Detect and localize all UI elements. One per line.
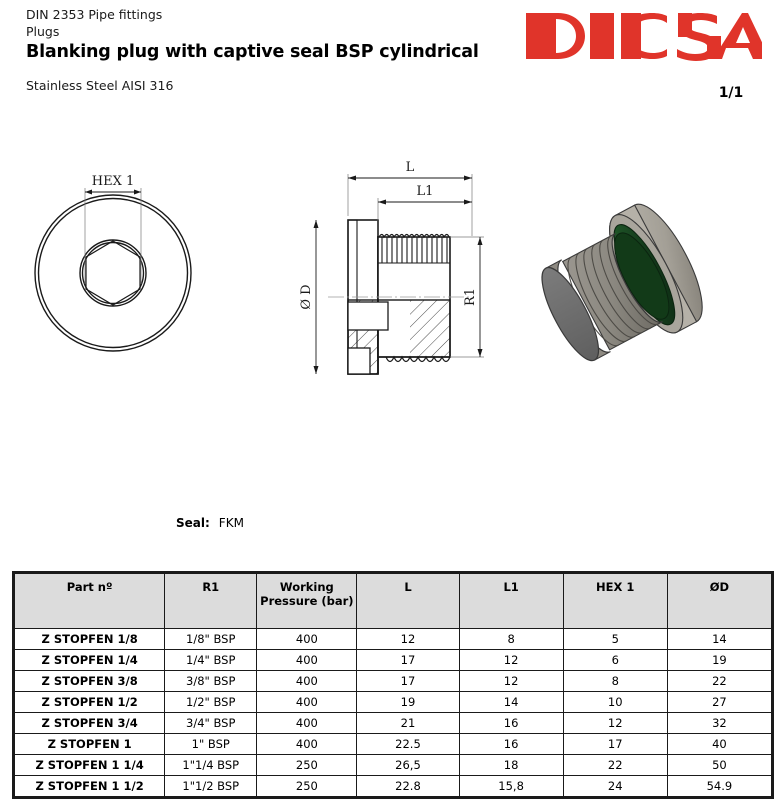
seal-note [176, 516, 244, 530]
table-row [15, 755, 772, 776]
cell-l: 21 [357, 713, 459, 734]
seal-value: FKM [218, 516, 244, 530]
table-row [15, 629, 772, 650]
cell-l1: 16 [459, 713, 563, 734]
cell-l: 22.5 [357, 734, 459, 755]
cell-pressure: 400 [257, 734, 357, 755]
cell-l: 17 [357, 650, 459, 671]
cell-pressure: 400 [257, 713, 357, 734]
l1-dimension-label: L1 [416, 184, 434, 199]
cell-pressure: 400 [257, 629, 357, 650]
cell-od: 19 [667, 650, 771, 671]
cell-od: 27 [667, 692, 771, 713]
cell-hex1: 12 [563, 713, 667, 734]
l-dimension-label: L [405, 160, 415, 175]
dicsa-logo [524, 10, 762, 62]
cell-r1: 1/8" BSP [165, 629, 257, 650]
cell-od: 40 [667, 734, 771, 755]
cell-l1: 18 [459, 755, 563, 776]
cell-l: 22.8 [357, 776, 459, 797]
cell-r1: 1"1/4 BSP [165, 755, 257, 776]
cell-part-no: Z STOPFEN 1 1/2 [15, 776, 165, 797]
standard-label: DIN 2353 Pipe fittings [26, 7, 163, 22]
table-row [15, 692, 772, 713]
cell-od: 50 [667, 755, 771, 776]
page-indicator: 1/1 [718, 85, 744, 101]
cell-r1: 3/8" BSP [165, 671, 257, 692]
cell-r1: 1" BSP [165, 734, 257, 755]
cell-part-no: Z STOPFEN 1 [15, 734, 165, 755]
hex1-dimension-label: HEX 1 [91, 174, 135, 189]
cell-l1: 16 [459, 734, 563, 755]
page-title: Blanking plug with captive seal BSP cylindrical [26, 42, 479, 62]
section-view-drawing [292, 152, 507, 392]
table-row [15, 776, 772, 797]
cell-part-no: Z STOPFEN 1 1/4 [15, 755, 165, 776]
cell-l: 12 [357, 629, 459, 650]
col-header-r1: R1 [165, 574, 257, 629]
col-header-l1: L1 [459, 574, 563, 629]
cell-l1: 8 [459, 629, 563, 650]
page-header [26, 6, 496, 94]
table-row [15, 650, 772, 671]
col-header-part-no: Part nº [15, 574, 165, 629]
col-header-l: L [357, 574, 459, 629]
table-row [15, 734, 772, 755]
cell-hex1: 22 [563, 755, 667, 776]
cell-hex1: 6 [563, 650, 667, 671]
cell-r1: 1"1/2 BSP [165, 776, 257, 797]
cell-part-no: Z STOPFEN 1/8 [15, 629, 165, 650]
od-dimension-label: Ø D [299, 284, 314, 310]
cell-l1: 12 [459, 650, 563, 671]
front-view-drawing [28, 158, 278, 378]
cell-pressure: 400 [257, 692, 357, 713]
cell-part-no: Z STOPFEN 3/4 [15, 713, 165, 734]
category-label: Plugs [26, 24, 60, 39]
cell-l1: 14 [459, 692, 563, 713]
cell-od: 32 [667, 713, 771, 734]
specifications-table-wrapper [12, 571, 774, 799]
cell-l1: 15,8 [459, 776, 563, 797]
cell-hex1: 5 [563, 629, 667, 650]
r1-dimension-label: R1 [463, 287, 478, 307]
cell-l: 17 [357, 671, 459, 692]
cell-l: 19 [357, 692, 459, 713]
cell-pressure: 250 [257, 755, 357, 776]
table-row [15, 671, 772, 692]
col-header-hex1: HEX 1 [563, 574, 667, 629]
cell-hex1: 24 [563, 776, 667, 797]
cell-r1: 3/4" BSP [165, 713, 257, 734]
cell-pressure: 400 [257, 650, 357, 671]
cell-hex1: 8 [563, 671, 667, 692]
cell-r1: 1/4" BSP [165, 650, 257, 671]
cell-pressure: 400 [257, 671, 357, 692]
col-header-od: ØD [667, 574, 771, 629]
table-header-row [15, 574, 772, 629]
specifications-table [14, 573, 772, 797]
table-row [15, 713, 772, 734]
cell-od: 14 [667, 629, 771, 650]
cell-r1: 1/2" BSP [165, 692, 257, 713]
cell-pressure: 250 [257, 776, 357, 797]
material-label: Stainless Steel AISI 316 [26, 78, 174, 93]
cell-od: 22 [667, 671, 771, 692]
cell-l: 26,5 [357, 755, 459, 776]
cell-hex1: 10 [563, 692, 667, 713]
table-body [15, 629, 772, 797]
cell-part-no: Z STOPFEN 1/4 [15, 650, 165, 671]
cell-part-no: Z STOPFEN 3/8 [15, 671, 165, 692]
iso-3d-render [528, 188, 723, 383]
cell-l1: 12 [459, 671, 563, 692]
cell-hex1: 17 [563, 734, 667, 755]
col-header-pressure: Working Pressure (bar) [257, 574, 357, 629]
cell-part-no: Z STOPFEN 1/2 [15, 692, 165, 713]
cell-od: 54.9 [667, 776, 771, 797]
seal-label: Seal: [176, 516, 210, 530]
